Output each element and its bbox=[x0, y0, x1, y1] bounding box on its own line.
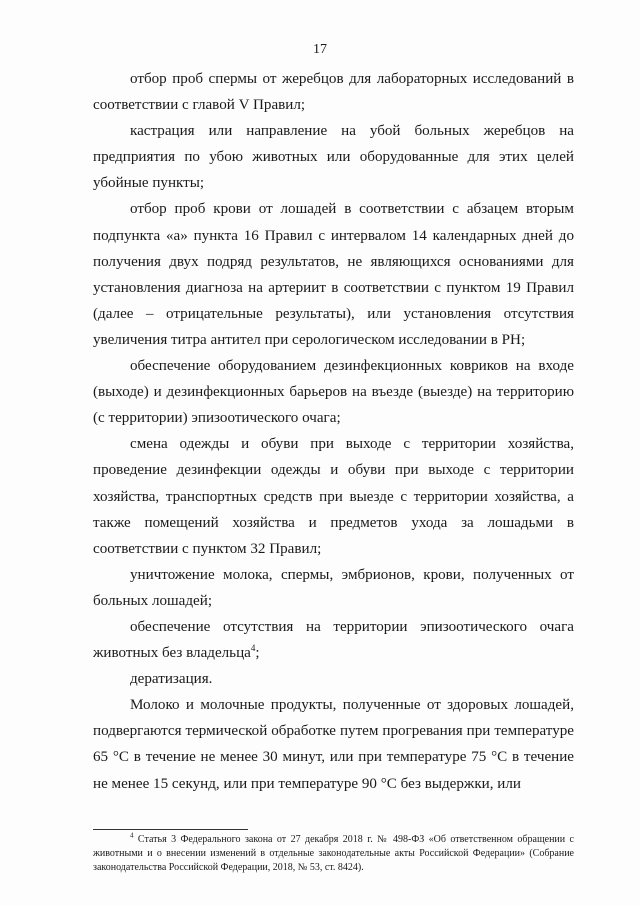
footnote-reference: 4 bbox=[250, 643, 256, 654]
footnote-text: Статья 3 Федерального закона от 27 декабря 2018 г. № 498-ФЗ «Об ответственном обращении с животными и о внесении изменений в отдельные законодательные акты Российской Федерации» (Собрание законодательства Российской Федерации, 2018, № 53, ст. 8424). bbox=[93, 834, 574, 873]
paragraph-blood-sampling: отбор проб крови от лошадей в соответствии с абзацем вторым подпункта «а» пункта 16 Правил с интервалом 14 календарных дней до получения двух подряд результатов, не являющихся основаниями для установления диагноза на артериит в соответствии с пунктом 19 Правил (далее – отрицательные результаты), или установления отсутствия увеличения титра антител при серологическом исследовании в РН; bbox=[93, 201, 574, 348]
footnote-mark: 4 bbox=[130, 831, 134, 840]
footnote bbox=[93, 833, 574, 875]
paragraph-destruction: уничтожение молока, спермы, эмбрионов, крови, полученных от больных лошадей; bbox=[93, 566, 574, 609]
page-number: 17 bbox=[313, 42, 327, 57]
paragraph-clothing-change: смена одежды и обуви при выходе с территории хозяйства, проведение дезинфекции одежды и обуви при выходе с территории хозяйства, транспортных средств при выезде с территории хозяйства, а также помещений хозяйства и предметов ухода за лошадьми в соответствии с пунктом 32 Правил; bbox=[93, 436, 574, 557]
paragraph-disinfection-mats: обеспечение оборудованием дезинфекционных ковриков на входе (выходе) и дезинфекционных барьеров на въезде (выезде) на территорию (с территории) эпизоотического очага; bbox=[93, 358, 574, 427]
footnote-divider bbox=[93, 829, 248, 830]
paragraph-deratization: дератизация. bbox=[130, 671, 213, 688]
paragraph-stray-animals-end: ; bbox=[255, 645, 260, 662]
paragraph-castration: кастрация или направление на убой больных жеребцов на предприятия по убою животных или оборудованные для этих целей убойные пункты; bbox=[93, 123, 574, 192]
paragraph-stray-animals bbox=[93, 614, 574, 666]
paragraph-semen-sampling: отбор проб спермы от жеребцов для лабораторных исследований в соответствии с главой V Правил; bbox=[93, 71, 574, 114]
paragraph-milk-treatment: Молоко и молочные продукты, полученные от здоровых лошадей, подвергаются термической обработке путем прогревания при температуре 65 °С в течение не менее 30 минут, или при температуре 75 °С в течение не менее 15 секунд, или при температуре 90 °С без выдержки, или bbox=[93, 697, 574, 792]
body-text bbox=[93, 66, 574, 797]
paragraph-stray-animals-text: обеспечение отсутствия на территории эпизоотического очага животных без владельца bbox=[93, 618, 574, 662]
